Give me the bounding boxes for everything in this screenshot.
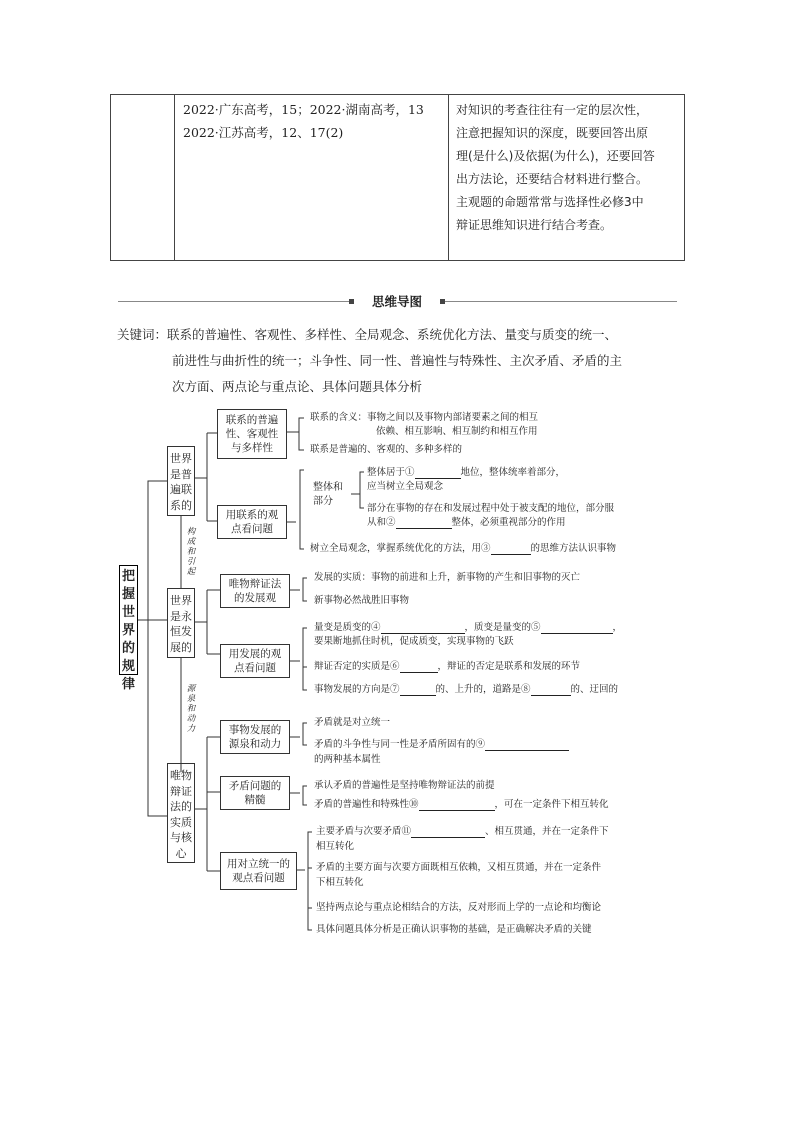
leaf-system-optimization: [310, 542, 616, 555]
node-eternal-development: [167, 588, 195, 658]
node-text: 恒发: [170, 625, 192, 638]
leaf-text: ，可在一定条件下相互转化: [494, 799, 609, 810]
node-universal-connection: [167, 446, 195, 516]
root-char: 界: [121, 623, 135, 638]
analysis-line: 理(是什么)及依据(为什么)，还要回答: [456, 149, 655, 163]
leaf-two-point-theory: 坚持两点论与重点论相结合的方法，反对形而上学的一点论和均衡论: [316, 902, 602, 913]
node-text: 源泉和动力: [228, 738, 282, 750]
node-text: 事物发展的: [228, 724, 282, 736]
node-text: 法的: [170, 800, 192, 813]
node-text: 世界: [170, 452, 192, 465]
node-text: 与核: [170, 831, 192, 844]
leaf-struggle-identity: [314, 738, 569, 751]
leaf-universal-particular: [314, 798, 609, 811]
answer-blank-4[interactable]: [381, 622, 465, 634]
keywords-line: 次方面、两点论与重点论、具体问题具体分析: [172, 379, 423, 394]
keywords-label: 关键词：: [117, 327, 168, 342]
node-text: 的发展观: [234, 592, 276, 604]
node-text: 实质: [170, 815, 192, 829]
node-unity-of-opposites: [220, 852, 297, 890]
leaf-text: 树立全局观念，掌握系统优化的方法，用③: [310, 543, 491, 554]
node-development-view: [220, 574, 290, 608]
leaf-development-direction: [314, 683, 618, 696]
link-char: 源: [186, 684, 196, 694]
answer-blank-5[interactable]: [541, 622, 613, 634]
link-char: 构: [186, 527, 196, 537]
leaf-new-beats-old: 新事物必然战胜旧事物: [314, 595, 410, 606]
answer-blank-10[interactable]: [419, 799, 495, 811]
leaf-text: 的、迂回的: [570, 684, 619, 695]
answer-blank-8[interactable]: [531, 684, 571, 696]
leaf-contradiction-definition: 矛盾就是对立统一: [314, 717, 391, 728]
leaf-text: 整体，必须重视部分的作用: [451, 517, 566, 528]
exam-source-line: 2022·广东高考，15；2022·湖南高考，13: [183, 102, 424, 117]
leaf-quantity-quality: [314, 621, 622, 634]
leaf-part-serve: [367, 516, 566, 529]
answer-blank-2[interactable]: [396, 517, 452, 529]
link-char: 力: [186, 724, 196, 734]
leaf-basic-attributes: 的两种基本属性: [314, 754, 381, 765]
analysis-line: 辩证思维知识进行结合考查。: [456, 218, 613, 232]
node-connection-properties: [217, 409, 287, 459]
node-text: 联系的普遍: [225, 414, 279, 426]
leaf-text: 量变是质变的④: [314, 622, 381, 633]
leaf-text: 整体居于①: [367, 467, 415, 478]
link-char: 引: [186, 557, 196, 567]
leaf-text: ，质变是量变的⑤: [464, 622, 541, 633]
node-text: 点看问题: [231, 523, 273, 535]
analysis-line: 对知识的考查往往有一定的层次性，: [456, 103, 649, 117]
root-node: [119, 565, 138, 692]
node-text: 遍联: [170, 483, 192, 496]
node-source-motive: [220, 720, 290, 754]
node-text: 矛盾问题的: [228, 780, 282, 792]
answer-blank-6[interactable]: [400, 661, 438, 673]
leaf-dialectical-negation: [314, 660, 580, 673]
node-text: 用联系的观: [225, 509, 279, 521]
node-text: 性、客观性: [225, 428, 279, 440]
leaf-text: 的思维方法认识事物: [530, 543, 617, 554]
leaf-text: 事物发展的方向是⑦: [314, 684, 400, 695]
link-char: 和: [186, 547, 196, 557]
leaf-text: 的、上升的，道路是⑧: [435, 684, 531, 695]
node-text: 用对立统一的: [227, 858, 290, 870]
leaf-text: 矛盾的普遍性和特殊性⑩: [314, 799, 419, 810]
root-char: 握: [121, 587, 135, 602]
leaf-connection-properties: 联系是普遍的、客观的、多种多样的: [310, 444, 463, 455]
root-char: 的: [121, 641, 135, 656]
answer-blank-1[interactable]: [415, 467, 461, 479]
node-text: 是普: [170, 467, 192, 481]
answer-blank-3[interactable]: [491, 543, 531, 555]
root-char: 世: [121, 605, 135, 620]
leaf-principal-contradiction: [316, 825, 609, 838]
leaf-text: 从和②: [367, 517, 396, 528]
link-char: 和: [186, 704, 196, 714]
link-char: 泉: [186, 694, 196, 704]
node-connection-view: [217, 505, 287, 539]
node-text: 观点看问题: [232, 872, 285, 884]
analysis-line: 主观题的命题常常与选择性必修3中: [456, 195, 644, 209]
leaf-principal-contradiction-cont: 相互转化: [316, 841, 355, 852]
keywords-line: 前进性与曲折性的统一；斗争性、同一性、普遍性与特殊性、主次矛盾、矛盾的主: [172, 353, 623, 368]
leaf-text: ，: [612, 622, 623, 633]
leaf-seize-opportunity: 要果断地抓住时机，促成质变，实现事物的飞跃: [314, 636, 514, 647]
leaf-text: 矛盾的斗争性与同一性是矛盾所固有的⑨: [314, 739, 486, 750]
link-char: 成: [186, 537, 196, 547]
analysis-line: 出方法论，还要结合材料进行整合。: [456, 172, 649, 186]
answer-blank-11[interactable]: [411, 826, 485, 838]
node-text: 心: [175, 846, 187, 860]
answer-blank-7[interactable]: [400, 684, 436, 696]
leaf-text: ，辩证的否定是联系和发展的环节: [437, 661, 581, 672]
leaf-text: 主要矛盾与次要矛盾⑪: [316, 826, 412, 837]
node-text: 展的: [170, 640, 192, 654]
node-text: 世界: [170, 594, 192, 607]
node-text: 唯物: [170, 769, 192, 782]
sub-node-whole-part: [313, 481, 343, 509]
node-text: 点看问题: [234, 662, 276, 674]
leaf-concrete-analysis: 具体问题具体分析是正确认识事物的基础，是正确解决矛盾的关键: [316, 924, 592, 935]
leaf-principal-aspect-cont: 下相互转化: [316, 877, 364, 888]
node-text: 系的: [170, 498, 192, 512]
leaf-part-role: 部分在事物的存在和发展过程中处于被支配的地位，部分服: [367, 503, 615, 514]
root-char: 律: [121, 677, 135, 692]
section-title: 思维导图: [371, 294, 422, 309]
keywords-line: 联系的普遍性、客观性、多样性、全局观念、系统优化方法、量变与质变的统一、: [167, 327, 618, 342]
leaf-principal-aspect: 矛盾的主要方面与次要方面既相互依赖，又相互贯通，并在一定条件: [316, 862, 602, 873]
link-label-source: [186, 684, 196, 734]
leaf-connection-definition: 联系的含义：事物之间以及事物内部诸要素之间的相互: [310, 412, 539, 423]
leaf-global-view: 应当树立全局观念: [367, 481, 444, 492]
analysis-line: 注意把握知识的深度，既要回答出原: [456, 126, 649, 140]
node-text: 唯物辩证法: [228, 578, 282, 590]
exam-source-line: 2022·江苏高考，12、17(2): [183, 124, 344, 140]
answer-blank-9[interactable]: [485, 739, 569, 751]
node-text: 部分: [313, 496, 333, 507]
node-dialectics-core: [167, 763, 195, 863]
node-text: 精髓: [244, 794, 266, 806]
node-text: 整体和: [313, 482, 343, 493]
root-char: 把: [121, 569, 135, 584]
leaf-development-essence: 发展的实质：事物的前进和上升，新事物的产生和旧事物的灭亡: [314, 572, 581, 583]
node-text: 是永: [170, 609, 192, 623]
leaf-text: 、相互贯通，并在一定条件下: [485, 826, 609, 837]
link-label-compose: [186, 527, 196, 577]
leaf-whole-dominant: [367, 466, 565, 479]
leaf-connection-definition-cont: 依赖、相互影响、相互制约和相互作用: [376, 426, 538, 437]
node-contradiction-essence: [220, 776, 290, 810]
node-text: 辩证: [170, 784, 192, 798]
link-char: 起: [186, 567, 196, 577]
leaf-text: 地位，整体统率着部分，: [460, 467, 566, 478]
leaf-universality-premise: 承认矛盾的普遍性是坚持唯物辩证法的前提: [314, 780, 495, 791]
link-char: 动: [186, 714, 196, 724]
node-text: 与多样性: [231, 442, 273, 454]
leaf-text: 辩证否定的实质是⑥: [314, 661, 400, 672]
node-text: 用发展的观: [228, 648, 282, 660]
root-char: 规: [121, 659, 135, 674]
node-development-approach: [220, 644, 290, 678]
